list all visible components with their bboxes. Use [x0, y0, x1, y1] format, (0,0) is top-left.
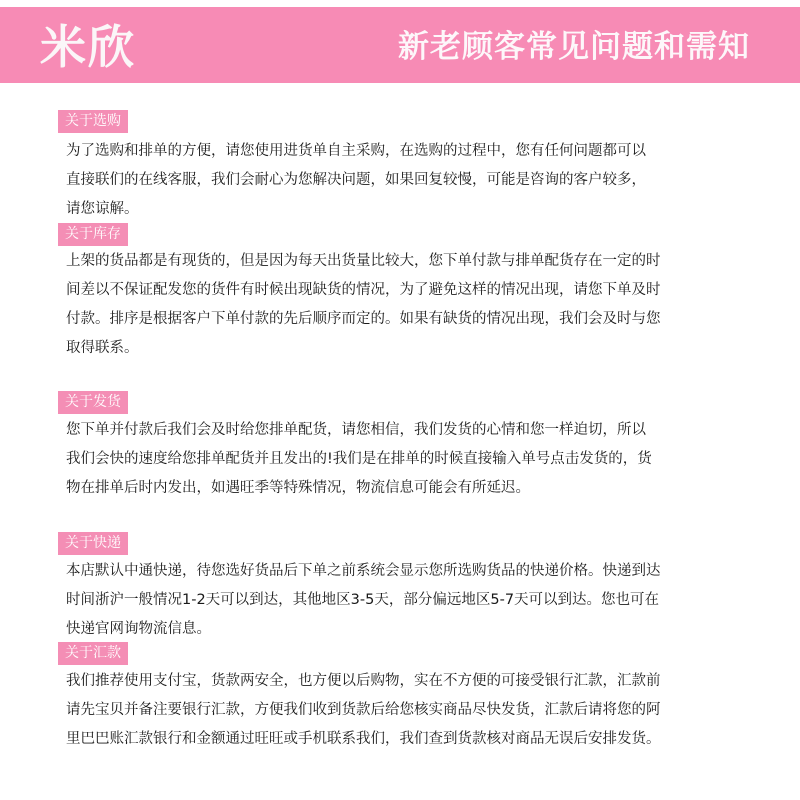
- text-line: 直接联们的在线客服，我们会耐心为您解决问题，如果回复较慢，可能是咨询的客户较多，: [66, 172, 646, 188]
- text-line: 请您谅解。: [66, 201, 139, 217]
- section-text-stock: [66, 247, 766, 363]
- text-line: 您下单并付款后我们会及时给您排单配货，请您相信，我们发货的心情和您一样迫切，所以: [66, 422, 646, 438]
- header-banner: [0, 7, 800, 83]
- section-label-remittance: 关于汇款: [58, 642, 128, 665]
- text-line: 物在排单后时内发出，如遇旺季等特殊情况，物流信息可能会有所延迟。: [66, 480, 530, 496]
- text-line: 时间浙沪一般情况1-2天可以到达，其他地区3-5天，部分偏远地区5-7天可以到达。您也可在: [66, 592, 660, 608]
- section-text-remittance: [66, 667, 766, 754]
- section-text-courier: [66, 557, 766, 644]
- text-line: 本店默认中通快递，待您选好货品后下单之前系统会显示您所选购货品的快递价格。快递到达: [66, 563, 661, 579]
- section-text-purchase: [66, 137, 766, 224]
- text-line: 快递官网询物流信息。: [66, 621, 211, 637]
- text-line: 请先宝贝并备注要银行汇款，方便我们收到货款后给您核实商品尽快发货，汇款后请将您的阿: [66, 702, 661, 718]
- section-label-shipping: 关于发货: [58, 391, 128, 414]
- text-line: 取得联系。: [66, 340, 139, 356]
- page-title: 新老顾客常见问题和需知: [398, 29, 750, 65]
- section-label-purchase: 关于选购: [58, 110, 128, 133]
- brand-logo: 米欣: [40, 20, 136, 74]
- text-line: 我们会快的速度给您排单配货并且发出的!我们是在排单的时候直接输入单号点击发货的，货: [66, 451, 652, 467]
- text-line: 里巴巴账汇款银行和金额通过旺旺或手机联系我们，我们查到货款核对商品无误后安排发货。: [66, 731, 661, 747]
- text-line: 付款。排序是根据客户下单付款的先后顺序而定的。如果有缺货的情况出现，我们会及时与您: [66, 311, 661, 327]
- text-line: 为了选购和排单的方便，请您使用进货单自主采购，在选购的过程中，您有任何问题都可以: [66, 143, 646, 159]
- section-label-courier: 关于快递: [58, 532, 128, 555]
- text-line: 上架的货品都是有现货的，但是因为每天出货量比较大，您下单付款与排单配货存在一定的时: [66, 253, 661, 269]
- section-label-stock: 关于库存: [58, 223, 128, 246]
- text-line: 我们推荐使用支付宝，货款两安全，也方便以后购物，实在不方便的可接受银行汇款，汇款前: [66, 673, 661, 689]
- text-line: 间差以不保证配发您的货件有时候出现缺货的情况，为了避免这样的情况出现，请您下单及时: [66, 282, 661, 298]
- section-text-shipping: [66, 416, 766, 503]
